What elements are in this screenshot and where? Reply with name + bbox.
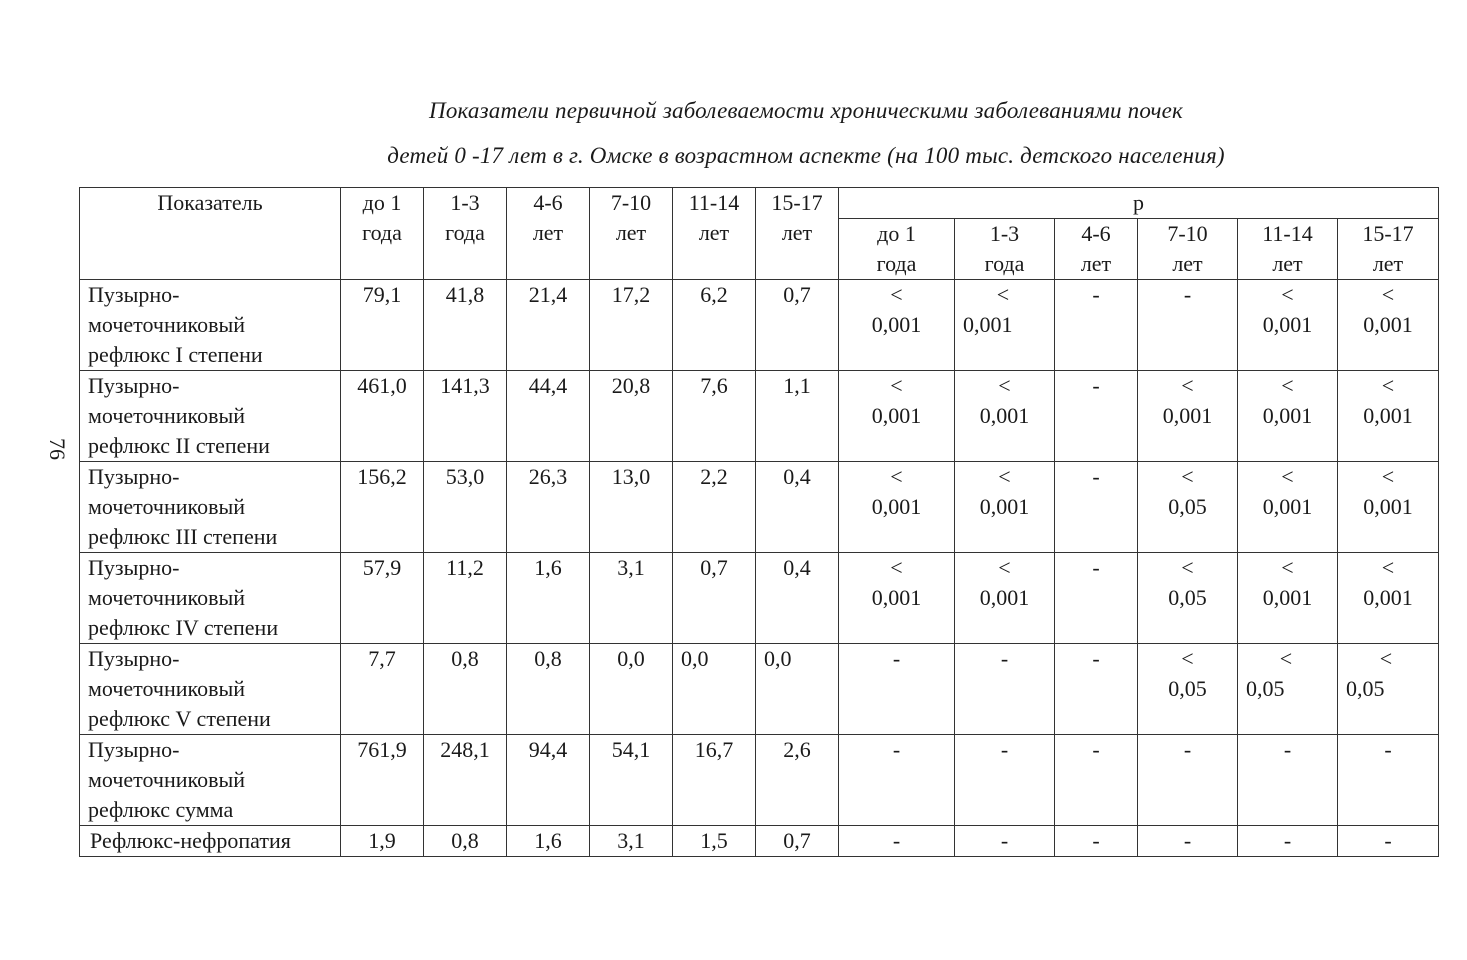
value-cell: 1,5 <box>673 826 756 857</box>
value-cell: 44,4 <box>507 371 590 462</box>
header-age-2: 4-6 лет <box>507 188 590 280</box>
value-cell: 17,2 <box>590 280 673 371</box>
p-cell: - <box>1338 735 1439 826</box>
p-cell: < 0,001 <box>1338 462 1439 553</box>
p-cell: < 0,001 <box>839 462 955 553</box>
row-indicator: Пузырно- мочеточниковый рефлюкс IV степени <box>80 553 341 644</box>
value-cell: 0,8 <box>507 644 590 735</box>
table-row <box>80 644 1439 735</box>
header-age-5: 15-17 лет <box>756 188 839 280</box>
p-cell: - <box>955 826 1055 857</box>
p-cell: - <box>1055 462 1138 553</box>
value-cell: 0,8 <box>424 644 507 735</box>
value-cell: 41,8 <box>424 280 507 371</box>
p-cell: - <box>1238 735 1338 826</box>
value-cell: 21,4 <box>507 280 590 371</box>
value-cell: 53,0 <box>424 462 507 553</box>
value-cell: 0,7 <box>756 280 839 371</box>
value-cell: 0,4 <box>756 553 839 644</box>
p-cell: < 0,001 <box>839 371 955 462</box>
value-cell: 1,1 <box>756 371 839 462</box>
value-cell: 7,6 <box>673 371 756 462</box>
p-cell: < 0,001 <box>839 553 955 644</box>
header-p-age-0: до 1 года <box>839 219 955 280</box>
value-cell: 13,0 <box>590 462 673 553</box>
p-cell: < 0,001 <box>955 553 1055 644</box>
p-cell: < 0,001 <box>1338 553 1439 644</box>
table-row <box>80 280 1439 371</box>
p-cell: - <box>839 735 955 826</box>
value-cell: 141,3 <box>424 371 507 462</box>
value-cell: 156,2 <box>341 462 424 553</box>
p-cell: < 0,001 <box>955 371 1055 462</box>
p-cell: - <box>1338 826 1439 857</box>
header-p-age-2: 4-6 лет <box>1055 219 1138 280</box>
p-cell: - <box>955 735 1055 826</box>
header-age-4: 11-14 лет <box>673 188 756 280</box>
table-caption-line-1: Показатели первичной заболеваемости хроническими заболеваниями почек <box>429 98 1183 123</box>
value-cell: 20,8 <box>590 371 673 462</box>
value-cell: 2,2 <box>673 462 756 553</box>
value-cell: 57,9 <box>341 553 424 644</box>
p-cell: - <box>1138 826 1238 857</box>
header-indicator: Показатель <box>80 188 341 280</box>
incidence-table <box>79 187 1439 857</box>
row-indicator: Пузырно- мочеточниковый рефлюкс I степени <box>80 280 341 371</box>
header-p-age-4: 11-14 лет <box>1238 219 1338 280</box>
p-cell: - <box>1055 735 1138 826</box>
p-cell: - <box>1055 553 1138 644</box>
header-p-age-5: 15-17 лет <box>1338 219 1439 280</box>
value-cell: 0,0 <box>756 644 839 735</box>
value-cell: 0,7 <box>756 826 839 857</box>
p-cell: < 0,001 <box>1338 371 1439 462</box>
p-cell: < 0,001 <box>1238 371 1338 462</box>
value-cell: 248,1 <box>424 735 507 826</box>
value-cell: 7,7 <box>341 644 424 735</box>
p-cell: < 0,001 <box>955 280 1055 371</box>
value-cell: 26,3 <box>507 462 590 553</box>
value-cell: 0,7 <box>673 553 756 644</box>
p-cell: - <box>1138 735 1238 826</box>
p-cell: < 0,001 <box>839 280 955 371</box>
p-cell: - <box>839 826 955 857</box>
value-cell: 461,0 <box>341 371 424 462</box>
row-indicator: Пузырно- мочеточниковый рефлюкс сумма <box>80 735 341 826</box>
value-cell: 1,6 <box>507 553 590 644</box>
value-cell: 79,1 <box>341 280 424 371</box>
header-p-age-1: 1-3 года <box>955 219 1055 280</box>
p-cell: < 0,05 <box>1138 462 1238 553</box>
value-cell: 0,0 <box>673 644 756 735</box>
header-p: p <box>839 188 1439 219</box>
p-cell: < 0,05 <box>1338 644 1439 735</box>
value-cell: 1,9 <box>341 826 424 857</box>
p-cell: - <box>1238 826 1338 857</box>
value-cell: 94,4 <box>507 735 590 826</box>
p-cell: - <box>1055 826 1138 857</box>
p-cell: - <box>839 644 955 735</box>
table-row <box>80 735 1439 826</box>
table-body <box>80 280 1439 857</box>
p-cell: < 0,001 <box>1238 553 1338 644</box>
row-indicator: Рефлюкс-нефропатия <box>80 826 341 857</box>
table-row <box>80 826 1439 857</box>
header-age-1: 1-3 года <box>424 188 507 280</box>
p-cell: - <box>955 644 1055 735</box>
p-cell: - <box>1055 280 1138 371</box>
header-age-3: 7-10 лет <box>590 188 673 280</box>
value-cell: 3,1 <box>590 553 673 644</box>
p-cell: < 0,001 <box>955 462 1055 553</box>
p-cell: < 0,05 <box>1138 553 1238 644</box>
page-number: 76 <box>45 438 70 460</box>
table-row <box>80 371 1439 462</box>
header-age-0: до 1 года <box>341 188 424 280</box>
p-cell: < 0,001 <box>1238 462 1338 553</box>
value-cell: 0,8 <box>424 826 507 857</box>
row-indicator: Пузырно- мочеточниковый рефлюкс II степени <box>80 371 341 462</box>
table-caption-line-2: детей 0 -17 лет в г. Омске в возрастном аспекте (на 100 тыс. детского населения) <box>387 143 1225 168</box>
value-cell: 2,6 <box>756 735 839 826</box>
value-cell: 11,2 <box>424 553 507 644</box>
value-cell: 54,1 <box>590 735 673 826</box>
p-cell: < 0,05 <box>1138 644 1238 735</box>
value-cell: 761,9 <box>341 735 424 826</box>
value-cell: 6,2 <box>673 280 756 371</box>
table-row <box>80 462 1439 553</box>
p-cell: < 0,001 <box>1138 371 1238 462</box>
p-cell: < 0,001 <box>1238 280 1338 371</box>
row-indicator: Пузырно- мочеточниковый рефлюкс III степени <box>80 462 341 553</box>
p-cell: - <box>1138 280 1238 371</box>
p-cell: < 0,05 <box>1238 644 1338 735</box>
value-cell: 0,4 <box>756 462 839 553</box>
header-p-age-3: 7-10 лет <box>1138 219 1238 280</box>
value-cell: 3,1 <box>590 826 673 857</box>
row-indicator: Пузырно- мочеточниковый рефлюкс V степени <box>80 644 341 735</box>
table-header <box>80 188 1439 280</box>
value-cell: 0,0 <box>590 644 673 735</box>
value-cell: 16,7 <box>673 735 756 826</box>
p-cell: - <box>1055 644 1138 735</box>
p-cell: - <box>1055 371 1138 462</box>
value-cell: 1,6 <box>507 826 590 857</box>
table-row <box>80 553 1439 644</box>
p-cell: < 0,001 <box>1338 280 1439 371</box>
